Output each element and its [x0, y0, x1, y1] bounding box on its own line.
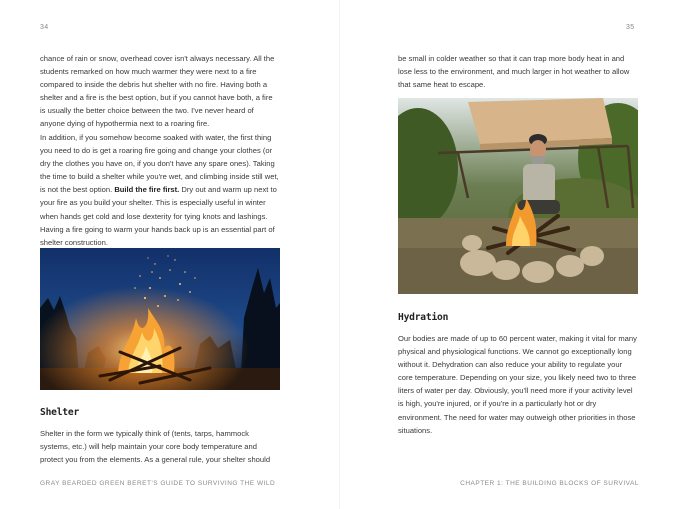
shelter-heading: Shelter [40, 407, 80, 418]
running-footer-right: CHAPTER 1: THE BUILDING BLOCKS OF SURVIVAL [460, 480, 639, 487]
hydration-heading: Hydration [398, 312, 449, 323]
right-paragraph-1: be small in colder weather so that it can trap more body heat in and lose less to the environment, and much larger in hot weather to allow that same heat to escape. [398, 54, 630, 90]
right-page [339, 0, 679, 509]
left-paragraph-2-bold: Build the fire first. [114, 185, 180, 195]
running-footer-left: GRAY BEARDED GREEN BERET'S GUIDE TO SURVIVING THE WILD [40, 480, 276, 487]
night-campfire-illustration [40, 248, 280, 390]
left-paragraph-2-text-a: In addition, if you somehow become soaked with water, the first thing you need to do is get a roaring fire going and change your clothes (or dry the clothes you have on, if you don't have any spare ones). Taking the time to build a shelter while you're wet, and climbing inside still wet, is not the best option. [40, 133, 279, 195]
night-campfire-photo [40, 248, 280, 390]
left-paragraph-2-text-b: Dry out and warm up next to your fire as you build your shelter. This is especially useful in winter when hands get cold and lose dexterity for tying knots and lashings. Having a fire going to warm your hands back up is an essential part of shelter construction. [40, 185, 277, 247]
daytime-campfire-photo [398, 98, 638, 294]
left-paragraph-2 [40, 131, 280, 249]
page-number-left: 34 [40, 24, 49, 31]
page-number-right: 35 [626, 24, 635, 31]
left-paragraph-1: chance of rain or snow, overhead cover isn't always necessary. All the students remarked on how much warmer they were next to a fire compared to inside the debris hut shelter with no fire. Having both a shelter and a fire is the best option, but if you cannot have both, a fire is usually the better choice between the two. I've never heard of anyone dying of hypothermia next to a roaring fire. [40, 54, 275, 129]
left-paragraph-3: Shelter in the form we typically think of (tents, tarps, hammock systems, etc.) will help maintain your core body temperature and protect you from the elements. As a general rule, your shelter should [40, 429, 271, 465]
man-by-campfire-illustration [398, 98, 638, 294]
left-page [0, 0, 339, 509]
right-paragraph-2: Our bodies are made of up to 60 percent water, making it vital for many physical and physiological functions. We cannot go exceptionally long without it. Dehydration can also reduce your ability to regulate your core temperature. Depending on your size, you likely need two to three liters of water per day. Obviously, you'll need more if your activity level is high, you're injured, or if you're in a particularly hot or dry environment. The need for water may outweigh other priorities in those situations. [398, 334, 637, 435]
